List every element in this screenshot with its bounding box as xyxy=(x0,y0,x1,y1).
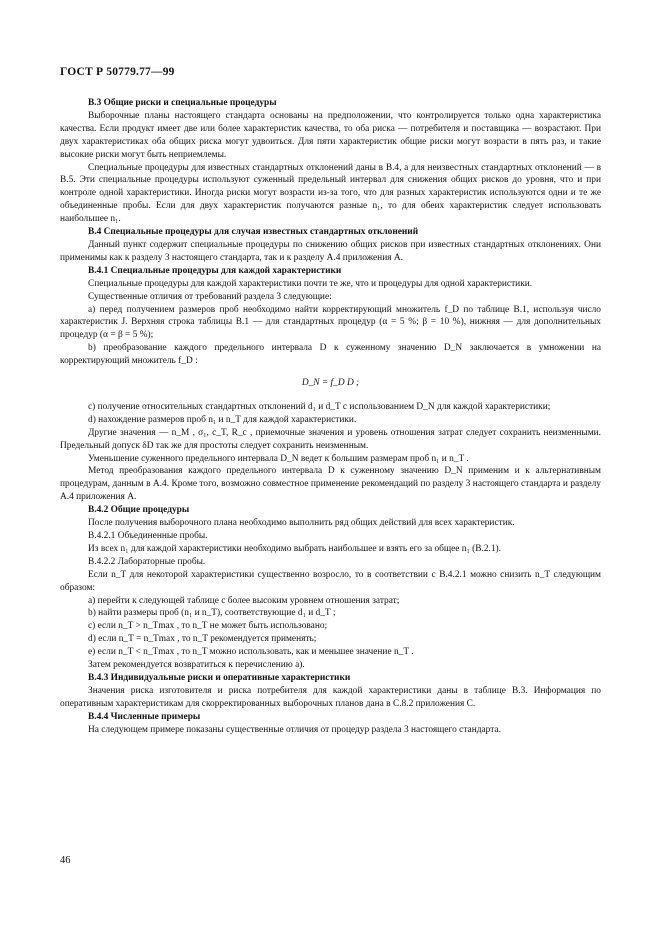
b422-paragraph-2: Затем рекомендуется возвратиться к перечислению а). xyxy=(88,660,305,671)
b41-paragraph-2: Существенные отличия от требований раздела 3 следующие: xyxy=(88,291,332,302)
b41-item-a: а) перед получением размеров проб необходимо найти корректирующий множитель f_D по таблице В.1, используя число характеристик J. Верхняя строка таблицы В.1 — для стандартных процедур (α = 5 %; β = 10 %), нижняя — для дополнительных процедур (α = β = 5 %); xyxy=(60,304,601,341)
b41-paragraph-1: Специальные процедуры для каждой характеристики почти те же, что и процедуры для одной характеристики. xyxy=(88,278,533,289)
b41-item-c: с) получение относительных стандартных отклонений d₁ и d_T с использованием D_N для каждой характеристики; xyxy=(88,401,551,412)
section-b43-heading: В.4.3 Индивидуальные риски и оперативные характеристики xyxy=(88,672,351,683)
b422-item-b: b) найти размеры проб (n₁ и n_T), соответствующие d₁ и d_T ; xyxy=(88,608,336,619)
section-b3-heading: В.3 Общие риски и специальные процедуры xyxy=(88,98,277,108)
section-b4-heading: В.4 Специальные процедуры для случая известных стандартных отклонений xyxy=(88,227,419,238)
page-number: 46 xyxy=(60,855,71,866)
b422-title: В.4.2.2 Лабораторные пробы. xyxy=(88,556,206,567)
b41-item-b: b) преобразование каждого предельного интервала D к суженному значению D_N заключается в умножении на корректирующий множитель f_D : xyxy=(60,343,601,367)
b422-item-d: d) если n_T = n_Tmax , то n_T рекомендуется применять; xyxy=(88,634,317,645)
b42-paragraph-1: После получения выборочного плана необходимо выполнить ряд общих действий для всех характеристик. xyxy=(88,518,515,529)
b41-paragraph-4: Уменьшение суженного предельного интервала D_N ведет к большим размерам проб n₁ и n_T . xyxy=(88,453,469,464)
b421-title: В.4.2.1 Объединенные пробы. xyxy=(88,531,208,541)
b43-paragraph-1: Значения риска изготовителя и риска потребителя для каждой характеристики даны в таблице В.3. Информация по оперативным характеристикам для скорректированных выборочных планов дана в С.8.2 приложения С. xyxy=(60,685,601,709)
section-b42-heading: В.4.2 Общие процедуры xyxy=(88,505,190,516)
document-code: ГОСТ Р 50779.77—99 xyxy=(60,66,175,78)
b44-paragraph-1: На следующем примере показаны существенные отличия от процедур раздела 3 настоящего стандарта. xyxy=(88,724,501,735)
b422-paragraph: Если n_T для некоторой характеристики существенно возросло, то в соответствии с В.4.2.1 можно снизить n_T следующим образом: xyxy=(60,569,601,593)
b41-paragraph-3: Другие значения — n_M , σ₁, с_T, R_c , приемочные значения и уровень отношения затрат следует сохранить неизменными. Предельный допуск δD так же для простоты следует сохранить неизменным. xyxy=(60,427,601,451)
b422-item-a: а) перейти к следующей таблице с более высоким уровнем отношения затрат; xyxy=(88,595,400,606)
b3-paragraph-2: Специальные процедуры для известных стандартных отклонений даны в В.4, а для неизвестных стандартных отклонений — в В.5. Эти специальные процедуры используют суженный предельный интервал для снижения общих рисков до уровня, что и при контроле одной характеристики. Иногда риски могут возрасти из-за того, что для разных характеристик используются одни и те же объединенные пробы. Если для двух характеристик получаются разные n₁, то для обеих характеристик следует использовать наибольшее n₁. xyxy=(60,162,601,225)
section-b44-heading: В.4.4 Численные примеры xyxy=(88,711,201,722)
b41-paragraph-5: Метод преобразования каждого предельного интервала D к суженному значению D_N применим и к альтернативным процедурам, данным в А.4. Кроме того, возможно совместное применение рекомендаций по разделу 3 настоящего стандарта и разделу А.4 приложения А. xyxy=(60,466,601,503)
document-body xyxy=(60,97,601,737)
b422-item-e: е) если n_T < n_Tmax , то n_T можно использовать, как и меньшее значение n_T . xyxy=(88,647,414,658)
b421-paragraph: Из всех n₁ для каждой характеристики необходимо выбрать наибольшее и взять его за общее n₁ (В.2.1). xyxy=(88,543,502,554)
section-b41-heading: В.4.1 Специальные процедуры для каждой характеристики xyxy=(88,265,342,276)
b41-item-d: d) нахождение размеров проб n₁ и n_T для каждой характеристики. xyxy=(88,414,357,425)
formula-dn: D_N = f_D D ; xyxy=(301,378,360,389)
b4-paragraph-1: Данный пункт содержит специальные процедуры по снижению общих рисков при известных стандартных отклонениях. Они применимы как к разделу 3 настоящего стандарта, так и к разделу А.4 приложения А. xyxy=(60,239,601,263)
b3-paragraph-1: Выборочные планы настоящего стандарта основаны на предположении, что контролируется только одна характеристика качества. Если продукт имеет две или более характеристик качества, то оба риска — потребителя и поставщика — возрастают. При двух характеристиках оба общих риска могут удвоиться. Для пяти характеристик общие риски могут возрасти в пять раз, и такие высокие риски могут быть неприемлемы. xyxy=(60,110,601,160)
b422-item-c: с) если n_T > n_Tmax , то n_T не может быть использовано; xyxy=(88,621,328,632)
